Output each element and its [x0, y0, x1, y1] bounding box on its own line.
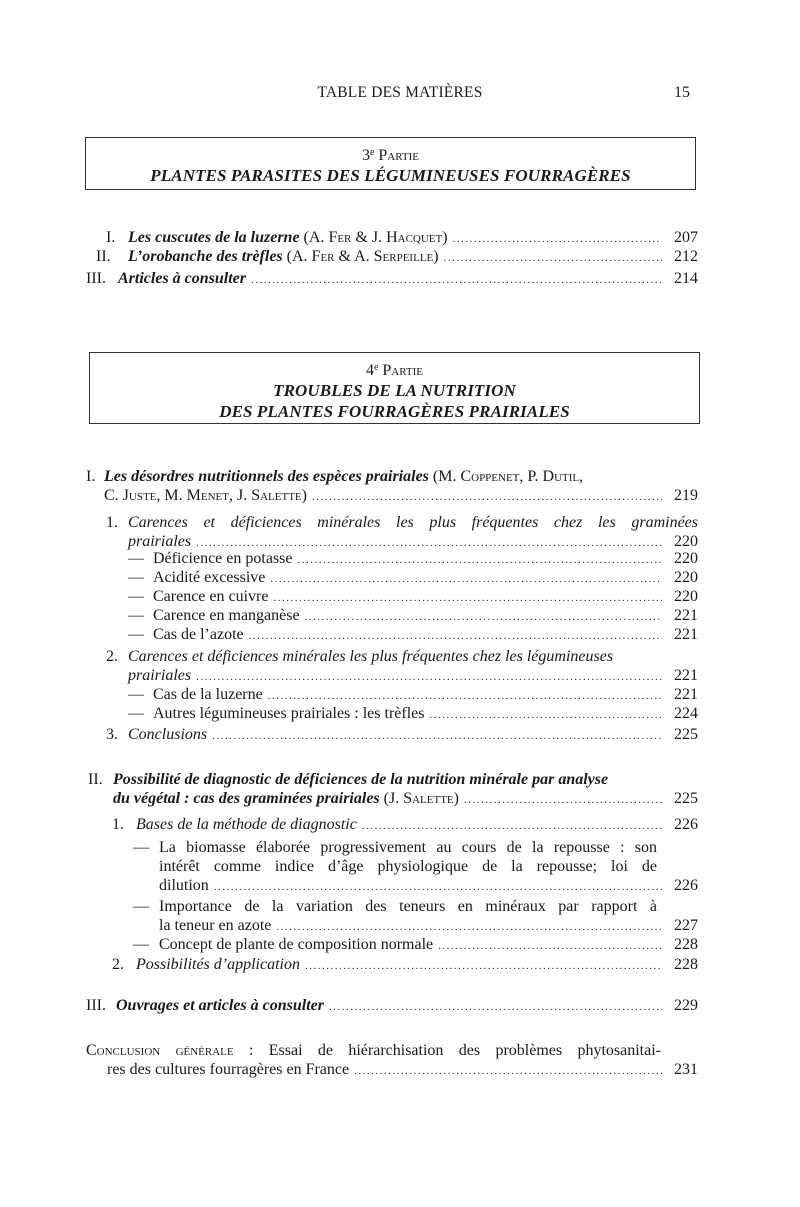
entry-title: Articles à consulter [118, 270, 247, 287]
entry-page: 207 [674, 229, 698, 246]
toc-general-conclusion[interactable]: Conclusion générale : Essai de hiérarchisation des problèmes phytosanitai- res des cultures fourragères en France ..... 231 [86, 1041, 698, 1079]
dash-bullet: — [128, 550, 144, 567]
entry-page: 220 [674, 588, 698, 605]
entry-page: 220 [674, 569, 698, 586]
entry-title: Les désordres nutritionnels des espèces prairiales [104, 468, 429, 485]
dot-leader [329, 998, 662, 1017]
dash-bullet: — [128, 686, 144, 703]
entry-page: 214 [674, 270, 698, 287]
entry-page: 220 [674, 533, 698, 550]
dot-leader [212, 727, 662, 746]
dot-leader [438, 937, 662, 956]
conclusion-label: Conclusion générale [86, 1042, 234, 1059]
entry-page: 221 [674, 626, 698, 643]
entry-page: 227 [674, 917, 698, 934]
dash-bullet: — [128, 607, 144, 624]
dot-leader [444, 249, 662, 268]
running-title: TABLE DES MATIÈRES [317, 84, 483, 101]
part-3-label: 3e Partie [361, 147, 420, 164]
entry-page: 228 [674, 936, 698, 953]
part-4-title-line-2: DES PLANTES FOURRAGÈRES PRAIRIALES [219, 402, 570, 421]
part-4-heading-box [89, 352, 700, 424]
entry-page: 231 [674, 1061, 698, 1078]
part-4-label: 4e Partie [365, 362, 424, 379]
dash-bullet: — [128, 588, 144, 605]
dot-leader [251, 271, 662, 290]
dot-leader [429, 706, 662, 725]
entry-title: L’orobanche des trèfles [128, 248, 283, 265]
entry-title: Les cuscutes de la luzerne [128, 229, 300, 246]
dot-leader [362, 817, 662, 836]
dash-bullet: — [128, 569, 144, 586]
dash-bullet: — [128, 626, 144, 643]
entry-page: 225 [674, 790, 698, 807]
dot-leader [464, 791, 662, 810]
entry-page: 224 [674, 705, 698, 722]
entry-page: 221 [674, 667, 698, 684]
entry-page: 221 [674, 607, 698, 624]
dash-bullet: — [133, 898, 149, 915]
entry-page: 212 [674, 248, 698, 265]
part-3-heading-box [85, 137, 696, 190]
entry-page: 228 [674, 956, 698, 973]
dot-leader [305, 957, 662, 976]
part-4-title-line-1: TROUBLES DE LA NUTRITION [273, 381, 516, 400]
dot-leader [214, 878, 662, 897]
dot-leader [312, 488, 662, 507]
dot-leader [354, 1062, 662, 1081]
entry-page: 226 [674, 816, 698, 833]
entry-page: 221 [674, 686, 698, 703]
entry-page: 225 [674, 726, 698, 743]
page-number: 15 [674, 84, 690, 101]
dash-bullet: — [133, 936, 149, 953]
dot-leader [249, 627, 662, 646]
part-3-title: PLANTES PARASITES DES LÉGUMINEUSES FOURRAGÈRES [150, 166, 631, 185]
entry-page: 226 [674, 877, 698, 894]
entry-page: 220 [674, 550, 698, 567]
entry-page: 229 [674, 997, 698, 1014]
entry-page: 219 [674, 487, 698, 504]
dash-bullet: — [133, 839, 149, 856]
dash-bullet: — [128, 705, 144, 722]
